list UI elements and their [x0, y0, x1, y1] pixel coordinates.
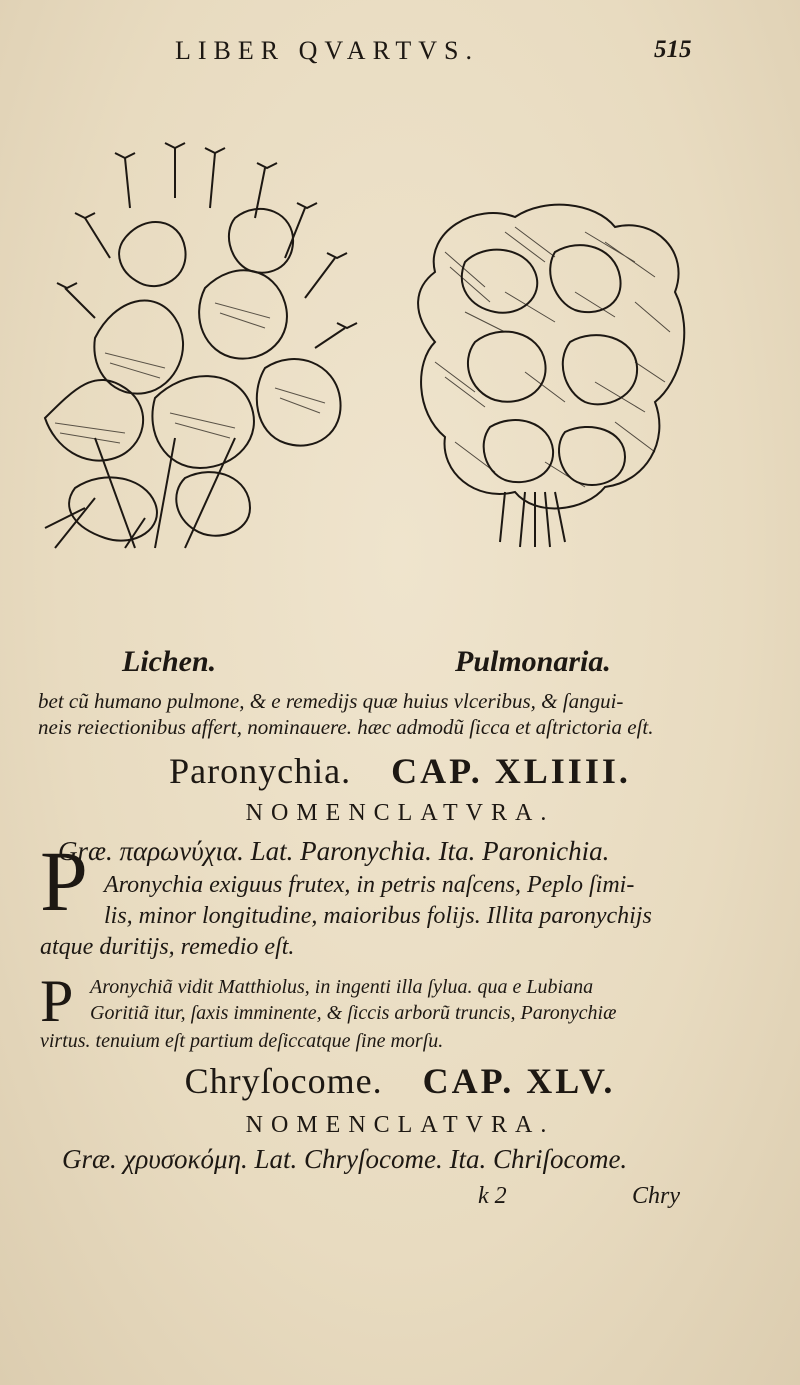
signature-mark: k 2 [478, 1183, 507, 1209]
para-2-line-2: Goritiã itur, ſaxis imminente, & ſiccis arborũ truncis, Paronychiæ [90, 1002, 617, 1024]
dropcap-p-1: P [40, 833, 88, 929]
catchword: Chry [632, 1183, 680, 1209]
lichen-woodcut [35, 138, 365, 558]
chapter-43-nomenclatura: NOMENCLATVRA. [245, 800, 555, 826]
chapter-45-nomenclatura: NOMENCLATVRA. [245, 1112, 555, 1138]
para-1-line-2: lis, minor longitudine, maioribus folijs. Illita paronychijs [104, 903, 652, 929]
chapter-43-greek-line: Græ. παρωνύχια. Lat. Paronychia. Ita. Paronichia. [58, 836, 610, 866]
running-head: LIBER QVARTVS. [175, 36, 479, 65]
page-header [0, 36, 800, 76]
chapter-43-title: Paronychia. [169, 751, 352, 791]
para-2-line-1: Aronychiã vidit Matthiolus, in ingenti illa ſylua. qua e Lubiana [90, 976, 594, 998]
dropcap-p-2: P [40, 968, 74, 1034]
lichen-caption: Lichen. [122, 645, 217, 678]
intro-line-2: neis reiectionibus affert, nominauere. hæc admodũ ſicca et aſtrictoria eſt. [38, 715, 654, 739]
chapter-45-title: Chryſocome. [184, 1061, 383, 1101]
pulmonaria-woodcut [405, 192, 695, 552]
chapter-43-cap: CAP. XLIIII. [391, 751, 631, 791]
para-2-line-3: virtus. tenuium eſt partium deſiccatque ſine morſu. [40, 1030, 444, 1052]
chapter-45-greek-line: Græ. χρυσοκόμη. Lat. Chryſocome. Ita. Chriſocome. [62, 1144, 628, 1174]
intro-line-1: bet cũ humano pulmone, & e remedijs quæ huius vlceribus, & ſangui- [38, 689, 624, 713]
chapter-45-heading [0, 1060, 800, 1102]
pulmonaria-caption: Pulmonaria. [455, 645, 611, 678]
para-1-line-3: atque duritijs, remedio eſt. [40, 934, 295, 960]
para-1-line-1: Aronychia exiguus frutex, in petris naſcens, Peplo ſimi- [104, 872, 635, 898]
chapter-43-heading [0, 722, 800, 791]
page-number: 515 [654, 36, 692, 63]
chapter-45-cap: CAP. XLV. [422, 1061, 616, 1101]
